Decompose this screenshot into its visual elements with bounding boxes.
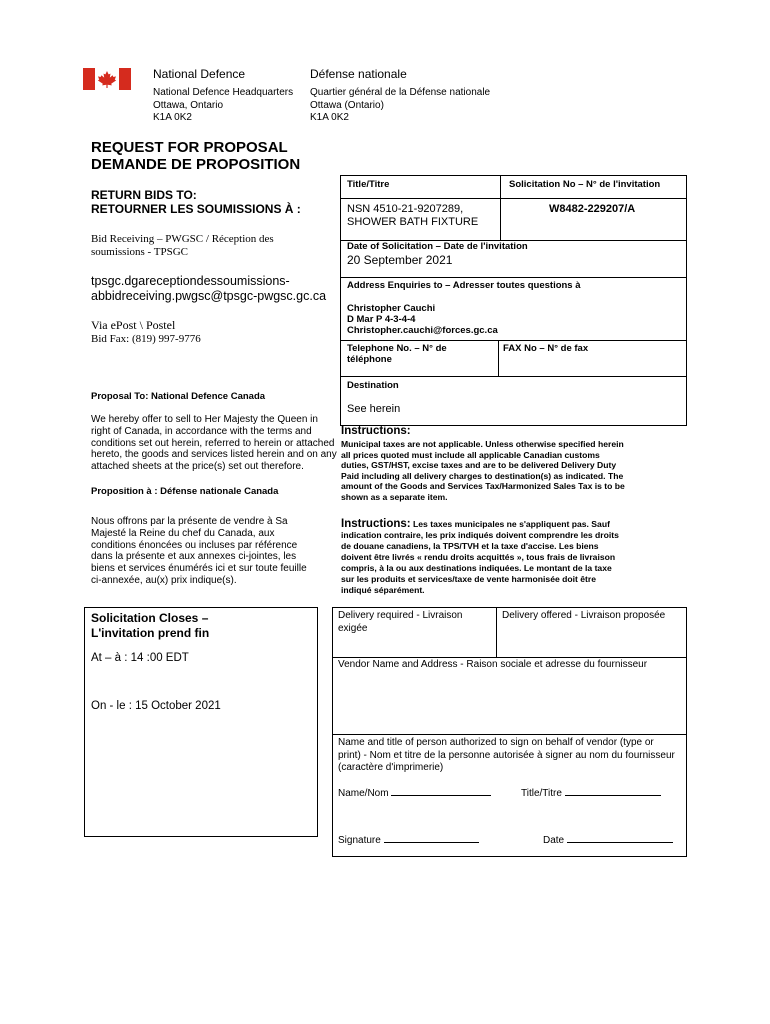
return-bids-fr: RETOURNER LES SOUMISSIONS À :: [91, 202, 301, 216]
bid-method: Via ePost \ Postel: [91, 318, 176, 332]
address-line: K1A 0K2: [310, 112, 349, 123]
offer-text-fr: Nous offrons par la présente de vendre à Sa Majesté la Reine du chef du Canada, aux conditions énoncées ou incluses par référence dans la présente et aux annexes ci-jointes, les biens et services énumérés ici et sur toute feuille ci-annexée, au(x) prix indique(s).: [91, 516, 307, 586]
vendor-name-address-label: Vendor Name and Address - Raison sociale et adresse du fournisseur: [338, 659, 648, 670]
destination-value: See herein: [347, 403, 401, 415]
instructions-fr-first-line: [341, 519, 610, 530]
date-solicitation-label: Date of Solicitation – Date de l'invitation: [347, 241, 528, 252]
date-solicitation-value: 20 September 2021: [347, 253, 453, 267]
offer-text-en: We hereby offer to sell to Her Majesty the Queen in right of Canada, in accordance with the terms and conditions set out herein, referred to herein or attached hereto, the goods and services listed herein and on any attached sheets at the price(s) set out therefore.: [91, 414, 337, 473]
delivery-required-label: Delivery required - Livraison exigée: [338, 610, 463, 634]
address-line: Ottawa (Ontario): [310, 99, 384, 111]
contact-name: Christopher Cauchi: [347, 303, 436, 314]
proposal-to-fr: Proposition à : Défense nationale Canada: [91, 486, 279, 497]
instructions-text-en: Municipal taxes are not applicable. Unless otherwise specified herein all prices quoted must include all applicable Canadian customs duties, GST/HST, excise taxes and are to be delivered Delivery Duty Paid including all delivery charges to destination(s) as indicated. The amount of the Goods and Services Tax/Harmonized Sales Tax is to be shown as a separate item.: [341, 439, 625, 502]
date-label: Date: [543, 835, 565, 846]
title-line[interactable]: [565, 785, 661, 796]
solicitation-number-value: W8482-229207/A: [549, 203, 636, 215]
address-line: Ottawa, Ontario: [153, 99, 224, 111]
title-en: REQUEST FOR PROPOSAL: [91, 139, 288, 156]
solicitation-number-label: Solicitation No – N° de l'invitation: [509, 179, 661, 190]
date-line[interactable]: [567, 832, 673, 843]
contact-email[interactable]: Christopher.cauchi@forces.gc.ca: [347, 325, 498, 336]
instructions-text-fr: indication contraire, les prix indiqués doivent comprendre les droits de douane canadiens, la TPS/TVH et la taxe d'accise. Les biens doivent être livrés « rendu droits acquittés », tous frais de livraison compris, à la ou aux destinations indiquées. Le montant de la taxe sur les produits et services/taxe de vente harmonisée doit être indiqué séparément.: [341, 530, 619, 595]
title-value: NSN 4510-21-9207289, SHOWER BATH FIXTURE: [347, 203, 479, 228]
date-field[interactable]: [543, 832, 673, 848]
signature-field[interactable]: [338, 832, 479, 848]
name-field[interactable]: [338, 785, 491, 801]
address-line: K1A 0K2: [153, 112, 192, 123]
address-fr: [310, 87, 490, 125]
name-label: Name/Nom: [338, 788, 389, 799]
title-field-label: Title/Titre: [521, 788, 562, 799]
name-line[interactable]: [391, 785, 491, 796]
authorized-person-label: Name and title of person authorized to sign on behalf of vendor (type or print) - Nom et titre de la personne autorisée à signer au nom du fournisseur (caractère d'imprimerie): [338, 737, 675, 773]
canada-flag-icon: [83, 68, 131, 90]
department-name-fr: Défense nationale: [310, 67, 407, 81]
enquiries-label: Address Enquiries to – Adresser toutes questions à: [347, 280, 581, 291]
title-fr: DEMANDE DE PROPOSITION: [91, 156, 301, 173]
maple-leaf-icon: [83, 68, 131, 90]
bid-fax: Bid Fax: (819) 997-9776: [91, 333, 201, 345]
department-name-en: National Defence: [153, 67, 246, 81]
bid-receiving: Bid Receiving – PWGSC / Réception des soumissions - TPSGC: [91, 233, 274, 258]
bid-email: tpsgc.dgareceptiondessoumissions- abbidreceiving.pwgsc@tpsgc-pwgsc.gc.ca: [91, 274, 327, 303]
address-line: Quartier général de la Défense nationale: [310, 87, 491, 98]
closing-label: Solicitation Closes – L'invitation prend fin: [91, 611, 210, 640]
closing-date: On - le : 15 October 2021: [91, 700, 221, 712]
instructions-heading-fr: Instructions:: [341, 518, 411, 530]
telephone-label: Telephone No. – N° de téléphone: [347, 343, 447, 365]
delivery-offered-label: Delivery offered - Livraison proposée: [502, 610, 666, 621]
closing-box: [84, 607, 318, 837]
destination-label: Destination: [347, 380, 399, 391]
return-bids-label: [91, 188, 301, 216]
vendor-box: [332, 607, 687, 857]
fax-label: FAX No – N° de fax: [503, 343, 589, 354]
page-title: [91, 139, 300, 173]
title-label: Title/Titre: [347, 179, 390, 190]
return-bids-en: RETURN BIDS TO:: [91, 188, 197, 202]
title-field[interactable]: [521, 785, 661, 801]
instructions-fr-first: Les taxes municipales ne s'appliquent pas. Sauf: [413, 519, 610, 529]
proposal-to-en: Proposal To: National Defence Canada: [91, 391, 266, 402]
contact-info: [347, 303, 498, 336]
address-line: National Defence Headquarters: [153, 87, 294, 98]
signature-line[interactable]: [384, 832, 479, 843]
signature-label: Signature: [338, 835, 381, 846]
closing-time: At – à : 14 :00 EDT: [91, 652, 189, 664]
contact-office: D Mar P 4-3-4-4: [347, 314, 416, 325]
address-en: [153, 87, 293, 125]
instructions-heading-en: Instructions:: [341, 425, 411, 437]
